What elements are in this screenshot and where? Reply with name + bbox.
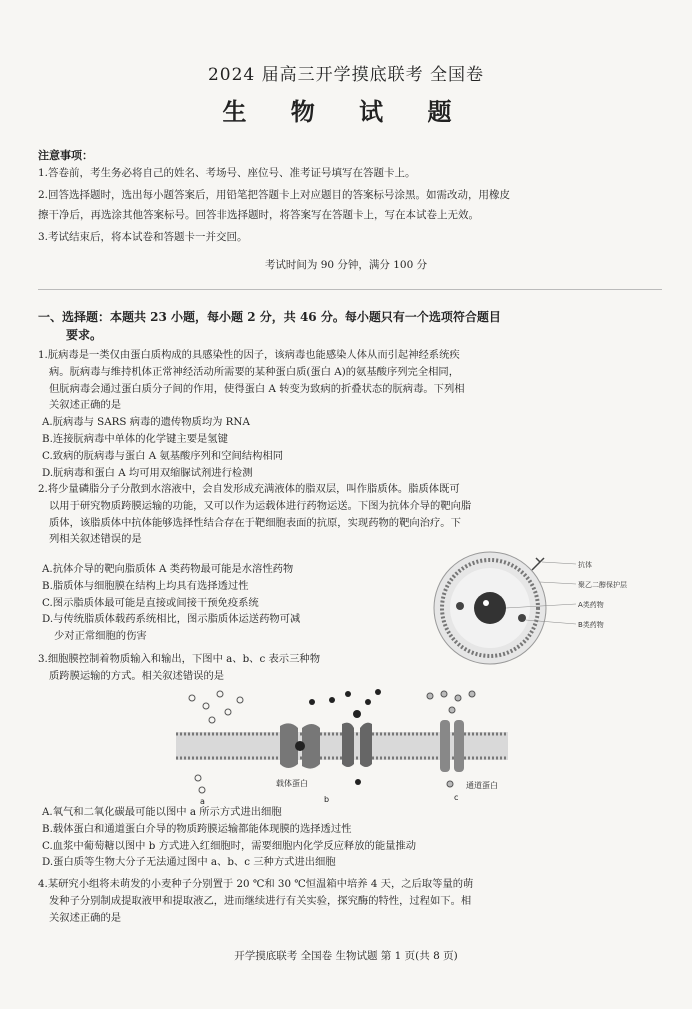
molecule bbox=[209, 717, 215, 723]
question-3 bbox=[38, 651, 662, 685]
carrier-protein-b bbox=[342, 723, 354, 767]
option-d: D.蛋白质等生物大分子无法通过图中 a、b、c 三种方式进出细胞 bbox=[42, 856, 336, 869]
label-carrier-protein: 载体蛋白 bbox=[276, 779, 308, 788]
option-c: C.图示脂质体最可能是直接或间接干预免疫系统 bbox=[42, 596, 259, 609]
question-text: 4.某研究小组将未萌发的小麦种子分别置于 20 ℃和 30 ℃恒温箱中培养 4 天，之后取等量的萌 bbox=[38, 878, 474, 890]
option-b: B.脂质体与细胞膜在结构上均具有选择透过性 bbox=[42, 579, 249, 592]
ion bbox=[447, 781, 453, 787]
question-4 bbox=[38, 876, 662, 926]
ion bbox=[455, 695, 461, 701]
subject-title: 生 物 试 题 bbox=[222, 97, 470, 126]
molecule bbox=[195, 775, 201, 781]
option-b: B.载体蛋白和通道蛋白介导的物质跨膜运输都能体现膜的选择透过性 bbox=[42, 822, 352, 835]
question-2-options bbox=[38, 561, 432, 645]
solute-dot bbox=[365, 699, 371, 705]
membrane-transport-figure bbox=[172, 686, 512, 808]
solute-dot bbox=[353, 710, 361, 718]
label-a-drug: A类药物 bbox=[578, 601, 604, 609]
molecule bbox=[199, 787, 205, 793]
option-c: C.血浆中葡萄糖以图中 b 方式进入红细胞时，需要细胞内化学反应释放的能量推动 bbox=[42, 839, 417, 852]
question-text: 病。朊病毒与维持机体正常神经活动所需要的某种蛋白质(蛋白 A)的氨基酸序列完全相同， bbox=[49, 365, 460, 378]
molecule bbox=[225, 709, 231, 715]
ion bbox=[449, 707, 455, 713]
question-text: 以用于研究物质跨膜运输的功能，又可以作为运载体进行药物运送。下图为抗体介导的靶向脂 bbox=[49, 499, 472, 512]
bound-molecule bbox=[295, 741, 305, 751]
solute-dot bbox=[309, 699, 315, 705]
exam-time-info: 考试时间为 90 分钟，满分 100 分 bbox=[264, 259, 428, 271]
solute-dot bbox=[345, 691, 351, 697]
ion bbox=[469, 691, 475, 697]
section-heading bbox=[38, 308, 662, 344]
section-line: 一、选择题：本题共 23 小题，每小题 2 分，共 46 分。每小题只有一个选项符合题目 bbox=[38, 310, 501, 324]
question-text: 关叙述正确的是 bbox=[49, 399, 122, 412]
label-b: b bbox=[324, 795, 330, 804]
carrier-protein-b bbox=[360, 723, 372, 767]
ion bbox=[441, 691, 447, 697]
label-a: a bbox=[200, 797, 205, 806]
notice-heading: 注意事项： bbox=[38, 149, 93, 162]
question-1 bbox=[38, 347, 662, 481]
channel-protein bbox=[440, 720, 450, 772]
question-3-options bbox=[38, 804, 662, 871]
option-d-cont: 少对正常细胞的伤害 bbox=[54, 630, 147, 643]
option-c: C.致病的朊病毒与蛋白 A 氨基酸序列和空间结构相同 bbox=[42, 449, 284, 462]
a-drug-highlight bbox=[483, 600, 489, 606]
question-text: 3.细胞膜控制着物质输入和输出，下图中 a、b、c 表示三种物 bbox=[38, 653, 320, 665]
molecule bbox=[203, 703, 209, 709]
exam-title: 2024 届高三开学摸底联考 全国卷 bbox=[207, 65, 485, 85]
solute-dot bbox=[329, 697, 335, 703]
leader-line bbox=[542, 562, 576, 564]
question-text: 1.朊病毒是一类仅由蛋白质构成的具感染性的因子，该病毒也能感染人体从而引起神经系统疾 bbox=[38, 349, 460, 361]
molecule bbox=[217, 691, 223, 697]
label-antibody: 抗体 bbox=[578, 561, 592, 569]
b-drug-dot bbox=[518, 614, 526, 622]
question-text: 列相关叙述错误的是 bbox=[49, 533, 142, 546]
option-b: B.连接朊病毒中单体的化学键主要是氢键 bbox=[42, 432, 228, 445]
option-a: A.氧气和二氧化碳最可能以图中 a 所示方式进出细胞 bbox=[42, 806, 282, 818]
ion bbox=[427, 693, 433, 699]
option-d: D.朊病毒和蛋白 A 均可用双缩脲试剂进行检测 bbox=[42, 466, 253, 479]
liposome-figure bbox=[430, 548, 660, 668]
solute-dot bbox=[375, 689, 381, 695]
molecule bbox=[237, 697, 243, 703]
option-a: A.抗体介导的靶向脂质体 A 类药物最可能是水溶性药物 bbox=[42, 563, 294, 575]
question-text: 但朊病毒会通过蛋白质分子间的作用，使得蛋白 A 转变为致病的折叠状态的朊病毒。下列相 bbox=[49, 382, 465, 395]
b-drug-dot bbox=[456, 602, 464, 610]
channel-protein bbox=[454, 720, 464, 772]
question-2 bbox=[38, 481, 662, 548]
notice-line: 2.回答选择题时，选出每小题答案后，用铅笔把答题卡上对应题目的答案标号涂黑。如需改动，用橡皮 bbox=[38, 189, 511, 201]
question-text: 关叙述正确的是 bbox=[49, 911, 122, 924]
notice-line: 3.考试结束后，将本试卷和答题卡一并交回。 bbox=[38, 231, 248, 243]
molecule bbox=[189, 695, 195, 701]
label-c: c bbox=[454, 793, 459, 802]
a-drug-core bbox=[474, 592, 506, 624]
question-text: 质跨膜运输的方式。相关叙述错误的是 bbox=[49, 669, 225, 682]
option-d: D.与传统脂质体载药系统相比，图示脂质体运送药物可减 bbox=[42, 613, 301, 626]
label-channel-protein: 通道蛋白 bbox=[466, 781, 498, 790]
section-line: 要求。 bbox=[66, 328, 103, 342]
antibody-icon bbox=[532, 558, 544, 570]
page-footer: 开学摸底联考 全国卷 生物试题 第 1 页(共 8 页) bbox=[234, 950, 458, 962]
label-b-drug: B类药物 bbox=[578, 621, 604, 629]
notice-line: 1.答卷前，考生务必将自己的姓名、考场号、座位号、准考证号填写在答题卡上。 bbox=[38, 167, 416, 179]
label-peg-layer: 聚乙二醇保护层 bbox=[578, 581, 627, 589]
question-text: 2.将少量磷脂分子分散到水溶液中，会自发形成充满液体的脂双层，叫作脂质体。脂质体既可 bbox=[38, 483, 460, 495]
notice-line: 擦干净后，再选涂其他答案标号。回答非选择题时，将答案写在答题卡上，写在本试卷上无效。 bbox=[38, 209, 479, 221]
divider bbox=[38, 289, 662, 290]
question-text: 发种子分别制成提取液甲和提取液乙，进而继续进行有关实验，探究酶的特性，过程如下。相 bbox=[49, 894, 472, 907]
solute-dot bbox=[355, 779, 361, 785]
leader-line bbox=[540, 582, 576, 584]
option-a: A.朊病毒与 SARS 病毒的遗传物质均为 RNA bbox=[42, 416, 250, 429]
question-text: 质体，该脂质体中抗体能够选择性结合存在于靶细胞表面的抗原，实现药物的靶向治疗。下 bbox=[49, 516, 461, 529]
